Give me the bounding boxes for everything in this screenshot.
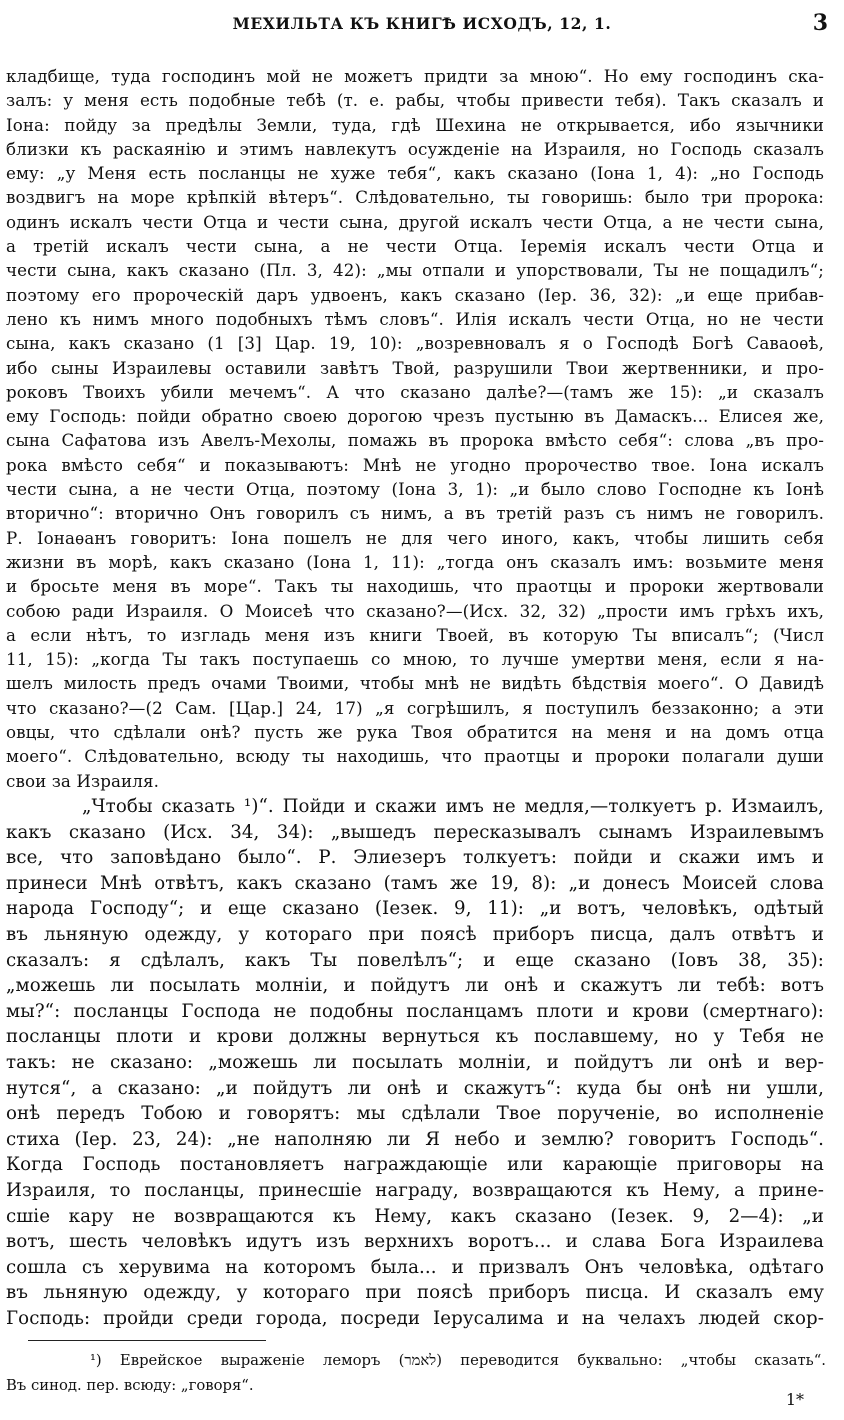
text-line: жизни въ морѣ, какъ сказано (Іона 1, 11): „тогда онъ сказалъ имъ: возьмите меня [6, 551, 824, 572]
text-line: Израиля, то посланцы, принесшіе награду, возвращаются къ Нему, а прине- [6, 1179, 824, 1201]
paragraph-1 [0, 64, 830, 793]
text-line: вторично“: вторично Онъ говорилъ съ нимъ, а въ третій разъ съ нимъ не говорилъ. [6, 503, 824, 524]
text-line: овцы, что сдѣлали онѣ? пусть же рука Твоя обратится на меня и на домъ отца [6, 722, 824, 743]
text-line: что сказано?—(2 Сам. [Цар.] 24, 17) „я согрѣшилъ, я поступилъ беззаконно; а эти [6, 697, 824, 718]
text-line: посланцы плоти и крови должны вернуться къ пославшему, но у Тебя не [6, 1026, 824, 1048]
text-line: лено къ нимъ много подобныхъ тѣмъ словъ“. Илія искалъ чести Отца, но не чести [6, 308, 824, 329]
text-line: и бросьте меня въ море“. Такъ ты находишь, что праотцы и пророки жертвовали [6, 576, 824, 597]
page-number: 3 [812, 10, 828, 36]
text-line: собою ради Израиля. О Моисеѣ что сказано?—(Исх. 32, 32) „прости имъ грѣхъ ихъ, [6, 600, 824, 621]
text-line: ибо сыны Израилевы оставили завѣтъ Твой, разрушили Твои жертвенники, и про- [6, 357, 824, 378]
text-line: моего“. Слѣдовательно, всюду ты находишь, что праотцы и пророки полагали души [6, 746, 824, 767]
text-line: чести сына, какъ сказано (Пл. 3, 42): „мы отпали и упорствовали, Ты не пощадилъ“; [6, 260, 824, 281]
text-line: чести сына, а не чести Отца, поэтому (Іона 3, 1): „и было слово Господне къ Іонѣ [6, 479, 824, 500]
text-line: мы?“: посланцы Господа не подобны посланцамъ плоти и крови (смертнаго): [6, 1000, 824, 1022]
text-line: стиха (Іер. 23, 24): „не наполняю ли Я небо и землю? говоритъ Господь“. [6, 1128, 824, 1150]
text-line: вотъ, шесть человѣкъ идутъ изъ верхнихъ воротъ... и слава Бога Израилева [6, 1231, 824, 1253]
text-line: Когда Господь постановляетъ награждающіе или карающіе приговоры на [6, 1154, 824, 1176]
text-line: кладбище, туда господинъ мой не можетъ придти за мною“. Но ему господинъ ска- [6, 66, 824, 86]
text-line: сына Сафатова изъ Авелъ-Мехолы, помажь въ пророка вмѣсто себя“: слова „въ про- [6, 430, 824, 451]
text-line: поэтому его пророческій даръ удвоенъ, какъ сказано (Іер. 36, 32): „и еще прибав- [6, 284, 824, 305]
text-line: какъ сказано (Исх. 34, 34): „вышедъ пересказывалъ сынамъ Израилевымъ [6, 821, 824, 843]
text-line: рока вмѣсто себя“ и показываютъ: Мнѣ не угодно пророчество твое. Іона искалъ [6, 454, 824, 475]
text-line: близки къ раскаянію и этимъ навлекутъ осужденіе на Израиля, но Господь сказалъ [6, 138, 824, 159]
text-line: сошла съ херувима на которомъ была... и призвалъ Онъ человѣка, одѣтаго [6, 1256, 824, 1278]
text-line: роковъ Твоихъ убили мечемъ“. А что сказано далѣе?—(тамъ же 15): „и сказалъ [6, 381, 824, 402]
text-line: Іона: пойду за предѣлы Земли, туда, гдѣ Шехина не открывается, ибо язычники [6, 114, 824, 135]
text-line: „Чтобы сказать ¹)“. Пойди и скажи имъ не медля,—толкуетъ р. Измаилъ, [82, 796, 824, 817]
text-line: Р. Іонаѳанъ говоритъ: Іона пошелъ не для чего иного, какъ, чтобы лишить себя [6, 527, 824, 548]
text-line: онѣ передъ Тобою и говорятъ: мы сдѣлали Твое порученіе, во исполненіе [6, 1103, 824, 1125]
footnote-line: ¹) Еврейское выраженіе леморъ (לאמר) переводится буквально: „чтобы сказать“. [90, 1352, 826, 1369]
text-line: шелъ милость предъ очами Твоими, чтобы мнѣ не видѣть бѣдствія моего“. О Давидѣ [6, 673, 824, 694]
footnote-line: Въ синод. пер. всюду: „говоря“. [6, 1377, 254, 1394]
text-line: нутся“, а сказано: „и пойдутъ ли онѣ и скажутъ“: куда бы онѣ ни ушли, [6, 1077, 824, 1099]
text-line: народа Господу“; и еще сказано (Іезек. 9, 11): „и вотъ, человѣкъ, одѣтый [6, 898, 824, 920]
text-line: воздвигъ на море крѣпкій вѣтеръ“. Слѣдовательно, ты говоришь: было три пророка: [6, 187, 824, 208]
text-line: въ льняную одежду, у котораго при поясѣ приборъ писца. И сказалъ ему [6, 1282, 824, 1304]
text-line: а если нѣтъ, то изгладь меня изъ книги Твоей, въ которую Ты вписалъ“; (Числ [6, 624, 824, 645]
text-line: ему: „у Меня есть посланцы не хуже тебя“, какъ сказано (Іона 1, 4): „но Господь [6, 163, 824, 184]
text-line: „можешь ли посылать молніи, и пойдутъ ли онѣ и скажутъ ли тебѣ: вотъ [6, 975, 824, 997]
text-line: а третій искалъ чести сына, а не чести Отца. Іеремія искалъ чести Отца и [6, 236, 824, 257]
paragraph-2 [0, 794, 830, 1331]
running-head [0, 8, 844, 38]
text-line: такъ: не сказано: „можешь ли посылать молніи, и пойдутъ ли онѣ и вер- [6, 1051, 824, 1073]
text-line: одинъ искалъ чести Отца и чести сына, другой искалъ чести Отца, а не чести сына, [6, 211, 824, 232]
text-line: Господь: пройди среди города, посреди Іерусалима и на челахъ людей скор- [6, 1307, 824, 1329]
signature-mark: 1* [785, 1390, 804, 1409]
text-line: сшіе кару не возвращаются къ Нему, какъ сказано (Іезек. 9, 2—4): „и [6, 1205, 824, 1227]
text-line: 11, 15): „когда Ты такъ поступаешь со мною, то лучше умертви меня, если я на- [6, 649, 824, 670]
text-line: сказалъ: я сдѣлалъ, какъ Ты повелѣлъ“; и еще сказано (Іовъ 38, 35): [6, 949, 824, 971]
text-line: залъ: у меня есть подобные тебѣ (т. е. рабы, чтобы привести тебя). Такъ сказалъ и [6, 90, 824, 111]
text-line: въ льняную одежду, у котораго при поясѣ приборъ писца, далъ отвѣтъ и [6, 923, 824, 945]
text-line: свои за Израиля. [6, 770, 160, 791]
text-line: все, что заповѣдано было“. Р. Элиезеръ толкуетъ: пойди и скажи имъ и [6, 847, 824, 869]
footnote-rule [28, 1340, 266, 1341]
text-line: ему Господь: пойди обратно своею дорогою чрезъ пустыню въ Дамаскъ... Елисея же, [6, 406, 824, 427]
text-line: принеси Мнѣ отвѣтъ, какъ сказано (тамъ же 19, 8): „и донесъ Моисей слова [6, 872, 824, 894]
footnote [0, 1348, 832, 1398]
running-title: МЕХИЛЬТА КЪ КНИГѢ ИСХОДЪ, 12, 1. [232, 14, 612, 33]
text-line: сына, какъ сказано (1 [3] Цар. 19, 10): „возревновалъ я о Господѣ Богѣ Саваоѳѣ, [6, 333, 824, 354]
